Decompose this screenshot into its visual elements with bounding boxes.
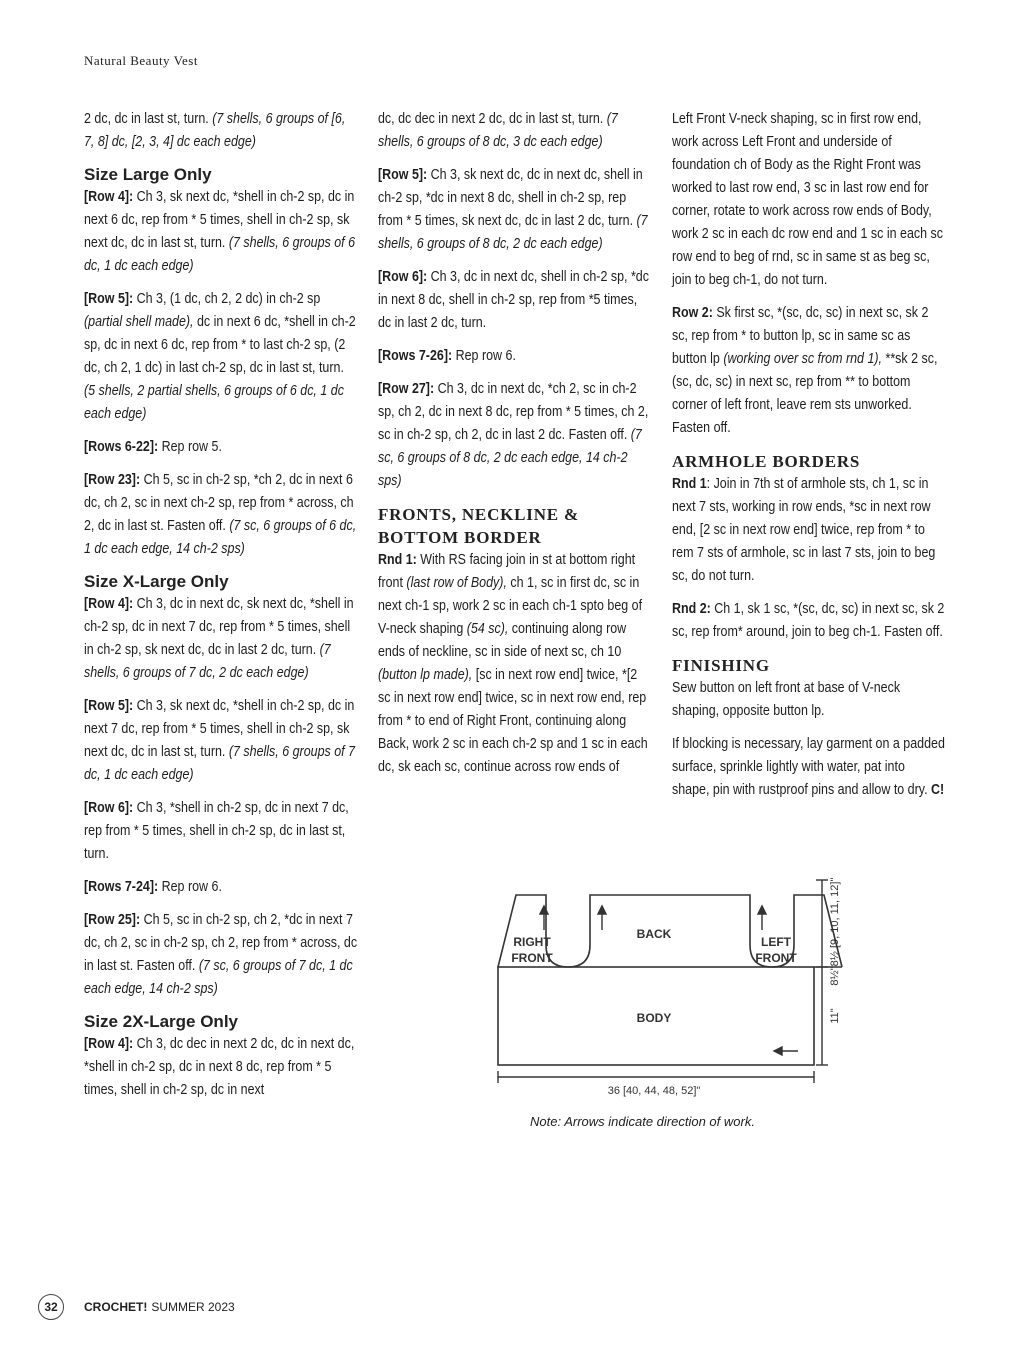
schematic-note: Note: Arrows indicate direction of work. [530,1114,755,1129]
text: Sew button on left front at base of V-neck shaping, opposite button lp. [672,680,901,719]
upper-height-label: 8½ [9, 10, 11, 12]" [829,877,841,967]
left-front-label-line2: FRONT [755,951,797,965]
page-footer [38,1294,235,1320]
stitch-count: (7 sc, 6 groups of 6 dc, 1 dc each edge, 14 ch-2 sps) [84,518,357,557]
paragraph [672,108,945,292]
round-instruction [378,549,651,779]
text: Rep row 5. [158,439,222,455]
round-label: Rnd 1: [378,552,417,568]
armhole-height-label: 8½" [829,966,841,986]
stitch-count: (7 shells, 6 groups of 8 dc, 3 dc each edge) [378,111,618,150]
running-head: Natural Beauty Vest [84,53,198,68]
row-instruction [84,695,357,787]
body-height-label: 11" [829,1008,841,1024]
text: [sc in next row end] twice, *[2 sc in next row end] twice, sc in next row end, rep from * to end of Right Front, continuing along Back, work 2 sc in each ch-2 sp and 1 sc in each dc, sk each sc, continue across row ends of [378,667,648,775]
row-label: [Row 23]: [84,472,141,488]
heading-fronts-neckline-border: FRONTS, NECKLINE & BOTTOM BORDER [378,505,579,547]
text: 2 dc, dc in last st, turn. [84,111,213,127]
text: Ch 3, sk next dc, dc in next dc, shell in ch-2 sp, *dc in next 8 dc, shell in ch-2 sp, rep from * 5 times, sk next dc, dc in last 2 dc, turn. [378,167,643,229]
arrowhead-icon [758,906,766,914]
row-instruction [84,797,357,866]
row-instruction [672,302,945,440]
left-front-label-line1: LEFT [761,935,791,949]
text: Ch 3, dc in next dc, sk next dc, *shell in ch-2 sp, dc in next 7 dc, rep from * 5 times, shell in ch-2 sp, sk next dc, dc in last 2 dc, turn. [84,596,354,658]
text: ch 1, sc in first dc, sc in next ch-1 sp, work 2 sc in each ch-1 spto beg of V-neck shaping [378,575,643,637]
paragraph [84,108,357,154]
row-instruction [378,164,651,256]
row-label: [Row 5]: [378,167,428,183]
right-front-label-line1: RIGHT [513,935,551,949]
row-label: [Row 4]: [84,1036,134,1052]
stitch-count: (7 shells, 6 groups of [6, 7, 8] dc, [2, 3, 4] dc each edge) [84,111,346,150]
text: Ch 1, sk 1 sc, *(sc, dc, sc) in next sc, sk 2 sc, rep from* around, join to beg ch-1. Fasten off. [672,601,945,640]
row-instruction [378,266,651,335]
text: Sk first sc, *(sc, dc, sc) in next sc, sk 2 sc, rep from * to button lp, sc in same sc as button lp [672,305,929,367]
text: dc, dc dec in next 2 dc, dc in last st, turn. [378,111,607,127]
text-column-2 [378,108,653,789]
row-label: [Row 27]: [378,381,435,397]
text: Ch 3, sk next dc, *shell in ch-2 sp, dc in next 6 dc, rep from * 5 times, shell in ch-2 sp, sk next dc, dc in last st, turn. [84,189,355,251]
row-instruction [84,469,357,561]
back-label: BACK [636,927,672,941]
row-label: [Row 6]: [84,800,134,816]
text: Ch 5, sc in ch-2 sp, ch 2, *dc in next 7 dc, ch 2, sc in ch-2 sp, ch 2, rep from * across, dc in last st. Fasten off. [84,912,358,974]
text-column-1 [84,108,359,1112]
paragraph [672,733,945,802]
text-column-3 [672,108,947,812]
stitch-count: (54 sc), [466,621,509,637]
round-label: Rnd 1 [672,476,707,492]
text: Left Front V-neck shaping, sc in first row end, work across Left Front and underside of foundation ch of Body as the Right Front was worked to last row end, 3 sc in last row end for corner, rotate to work across row ends of Body, work 2 sc in each dc row end and 1 sc in each sc row end to beg of rnd, sc in same st as beg sc, join to beg ch-1, do not turn. [672,111,944,288]
garment-schematic [486,870,856,1100]
paragraph [672,677,945,723]
arrowhead-icon [774,1047,782,1055]
heading-size-large: Size Large Only [84,165,212,184]
body-label: BODY [636,1011,672,1025]
round-instruction [672,598,945,644]
italic-note: (button lp made), [378,667,473,683]
text: With RS facing join in st at bottom right front [378,552,636,591]
text: Ch 3, sk next dc, *shell in ch-2 sp, dc in next 7 dc, rep from * 5 times, shell in ch-2 sp, sk next dc, dc in last st, turn. [84,698,355,760]
round-label: Rnd 2: [672,601,711,617]
text: Ch 3, dc dec in next 2 dc, dc in next dc, *shell in ch-2 sp, dc in next 8 dc, rep from * 5 times, shell in ch-2 sp, dc in next [84,1036,355,1098]
row-label: [Row 5]: [84,698,134,714]
magazine-name: CROCHET! [84,1300,148,1314]
paragraph [378,108,651,154]
row-label: [Row 25]: [84,912,141,928]
text: Ch 5, sc in ch-2 sp, *ch 2, dc in next 6 dc, ch 2, sc in next ch-2 sp, rep from * across, ch 2, dc in last st. Fasten off. [84,472,354,534]
row-label: [Rows 7-24]: [84,879,159,895]
row-instruction [84,593,357,685]
heading-size-xlarge: Size X-Large Only [84,572,229,591]
text: Ch 3, *shell in ch-2 sp, dc in next 7 dc, rep from * 5 times, shell in ch-2 sp, dc in last st, turn. [84,800,349,862]
stitch-count: (7 shells, 6 groups of 8 dc, 2 dc each edge) [378,213,648,252]
italic-note: (partial shell made), [84,314,194,330]
italic-note: (working over sc from rnd 1), [723,351,883,367]
issue-date: SUMMER 2023 [151,1300,235,1314]
row-label: Row 2: [672,305,713,321]
row-label: [Row 4]: [84,189,134,205]
stitch-count: (7 sc, 6 groups of 8 dc, 2 dc each edge, 14 ch-2 sps) [378,427,642,489]
row-instruction [84,186,357,278]
row-label: [Row 5]: [84,291,134,307]
text: Ch 3, dc in next dc, shell in ch-2 sp, *dc in next 8 dc, shell in ch-2 sp, rep from *5 times, dc in last 2 dc, turn. [378,269,649,331]
heading-finishing: FINISHING [672,656,770,675]
arrowhead-icon [598,906,606,914]
row-label: [Row 4]: [84,596,134,612]
text: Ch 3, dc in next dc, *ch 2, sc in ch-2 sp, ch 2, dc in next 8 dc, rep from * 5 times, ch 2, sc in ch-2 sp, ch 2, dc in last 2 dc. Fasten off. [378,381,649,443]
round-instruction [672,473,945,588]
row-instruction [84,436,357,459]
row-instruction [84,288,357,426]
text: If blocking is necessary, lay garment on a padded surface, sprinkle lightly with water, pat into shape, pin with rustproof pins and allow to dry. [672,736,945,798]
stitch-count: (7 shells, 6 groups of 7 dc, 1 dc each edge) [84,744,356,783]
end-mark: C! [931,782,945,798]
row-label: [Row 6]: [378,269,428,285]
stitch-count: (7 shells, 6 groups of 7 dc, 2 dc each edge) [84,642,331,681]
text: Rep row 6. [158,879,222,895]
text: Ch 3, (1 dc, ch 2, 2 dc) in ch-2 sp [133,291,321,307]
row-label: [Rows 6-22]: [84,439,159,455]
page-number: 32 [38,1294,64,1320]
row-instruction [84,1033,357,1102]
text: continuing along row ends of neckline, sc in side of next sc, ch 10 [378,621,627,660]
row-instruction [378,378,651,493]
width-dimension-label: 36 [40, 44, 48, 52]" [607,1085,701,1097]
text: Rep row 6. [452,348,516,364]
text: : Join in 7th st of armhole sts, ch 1, sc in next 7 sts, working in row ends, *sc in next row end, [2 sc in next row end] twice, rep from * to rem 7 sts of armhole, sc in last 7 sts, join to beg sc, do not turn. [672,476,936,584]
stitch-count: (7 shells, 6 groups of 6 dc, 1 dc each edge) [84,235,356,274]
row-label: [Rows 7-26]: [378,348,453,364]
stitch-count: (5 shells, 2 partial shells, 6 groups of 6 dc, 1 dc each edge) [84,383,344,422]
heading-size-2xlarge: Size 2X-Large Only [84,1012,238,1031]
row-instruction [378,345,651,368]
heading-armhole-borders: ARMHOLE BORDERS [672,452,861,471]
text: dc in next 6 dc, *shell in ch-2 sp, dc in next 6 dc, rep from * to last ch-2 sp, (2 dc, ch 2, 1 dc) in last ch-2 sp, dc in last st, turn. [84,314,356,376]
row-instruction [84,909,357,1001]
right-front-label-line2: FRONT [511,951,553,965]
stitch-count: (7 sc, 6 groups of 7 dc, 1 dc each edge, 14 ch-2 sps) [84,958,353,997]
row-instruction [84,876,357,899]
italic-note: (last row of Body), [406,575,507,591]
text: **sk 2 sc, (sc, dc, sc) in next sc, rep from ** to bottom corner of left front, leave rem sts unworked. Fasten off. [672,351,938,436]
